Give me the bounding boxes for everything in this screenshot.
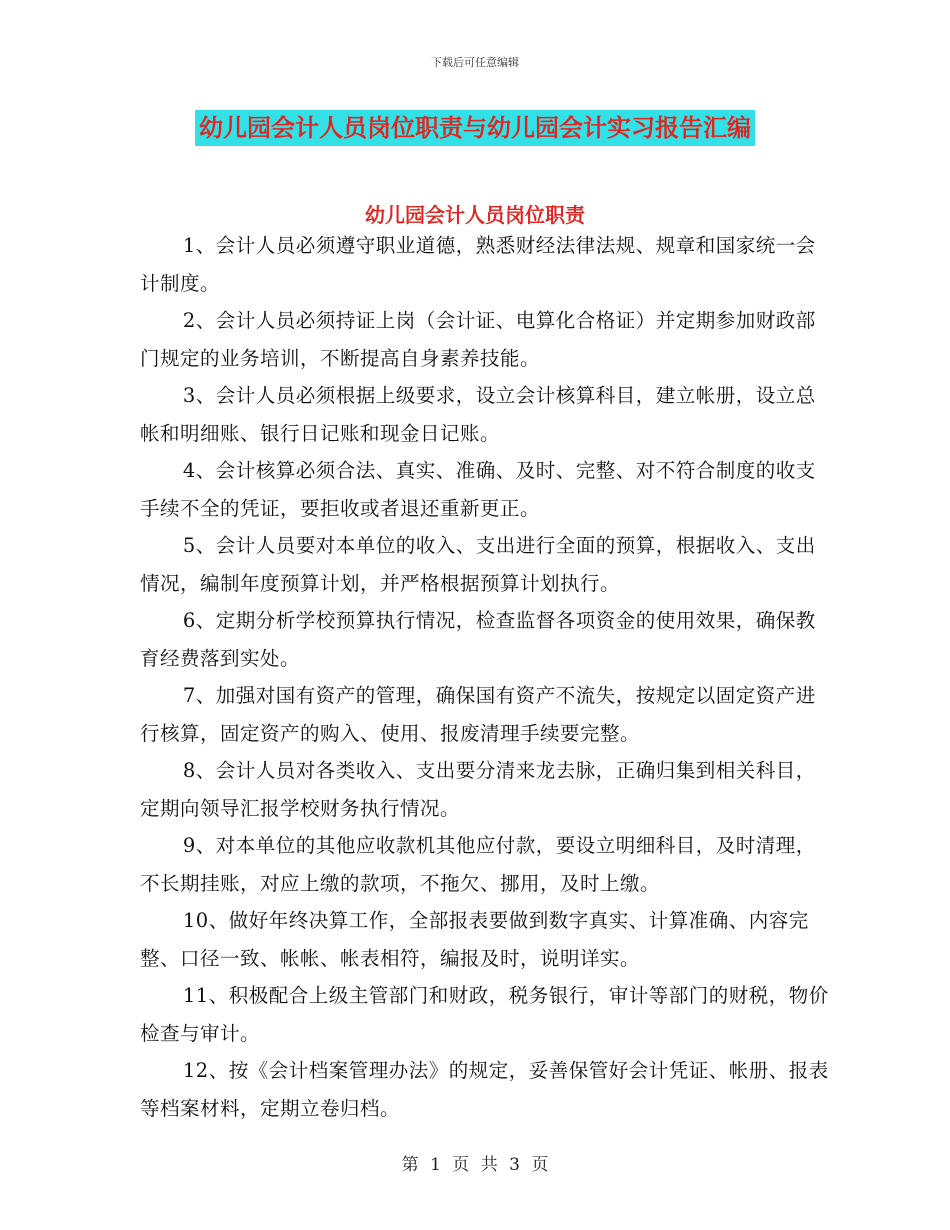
paragraph-3: 3、会计人员必须根据上级要求，设立会计核算科目，建立帐册，设立总帐和明细账、银行日记账和现金日记账。 bbox=[140, 384, 816, 445]
paragraph-4: 4、会计核算必须合法、真实、准确、及时、完整、对不符合制度的收支手续不全的凭证，要拒收或者退还重新更正。 bbox=[140, 459, 816, 520]
paragraph-8: 8、会计人员对各类收入、支出要分清来龙去脉，正确归集到相关科目，定期向领导汇报学校财务执行情况。 bbox=[140, 759, 816, 820]
paragraph-7: 7、加强对国有资产的管理，确保国有资产不流失，按规定以固定资产进行核算，固定资产的购入、使用、报废清理手续要完整。 bbox=[140, 684, 816, 745]
header-note: 下载后可任意编辑 bbox=[431, 56, 519, 69]
paragraph-6: 6、定期分析学校预算执行情况，检查监督各项资金的使用效果，确保教育经费落到实处。 bbox=[140, 609, 816, 670]
main-title: 幼儿园会计人员岗位职责与幼儿园会计实习报告汇编 bbox=[195, 110, 755, 146]
paragraph-11: 11、积极配合上级主管部门和财政，税务银行，审计等部门的财税，物价检查与审计。 bbox=[140, 984, 829, 1045]
page-footer: 第 1 页 共 3 页 bbox=[401, 1155, 549, 1175]
section-title: 幼儿园会计人员岗位职责 bbox=[365, 203, 585, 227]
document-body bbox=[140, 227, 830, 1127]
paragraph-2: 2、会计人员必须持证上岗（会计证、电算化合格证）并定期参加财政部门规定的业务培训，不断提高自身素养技能。 bbox=[140, 309, 816, 370]
paragraph-9: 9、对本单位的其他应收款机其他应付款，要设立明细科目，及时清理，不长期挂账，对应上缴的款项，不拖欠、挪用，及时上缴。 bbox=[140, 834, 816, 895]
paragraph-10: 10、做好年终决算工作，全部报表要做到数字真实、计算准确、内容完整、口径一致、帐帐、帐表相符，编报及时，说明详实。 bbox=[140, 909, 809, 970]
paragraph-1: 1、会计人员必须遵守职业道德，熟悉财经法律法规、规章和国家统一会计制度。 bbox=[140, 234, 816, 295]
paragraph-5: 5、会计人员要对本单位的收入、支出进行全面的预算，根据收入、支出情况，编制年度预算计划，并严格根据预算计划执行。 bbox=[140, 534, 816, 595]
paragraph-12: 12、按《会计档案管理办法》的规定，妥善保管好会计凭证、帐册、报表等档案材料，定期立卷归档。 bbox=[140, 1059, 829, 1120]
